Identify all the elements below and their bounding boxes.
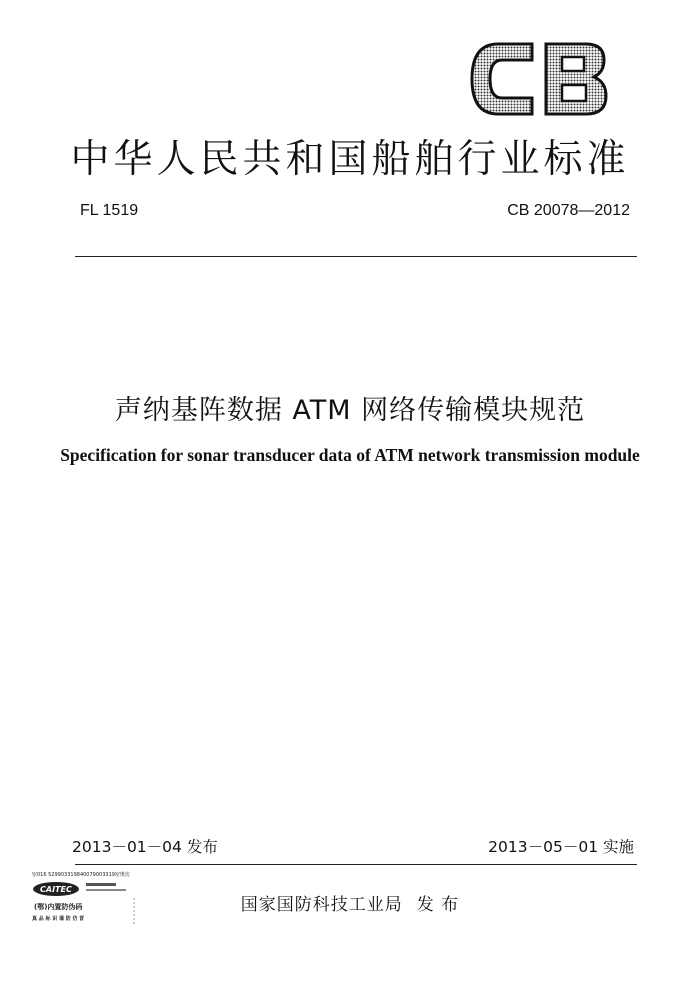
publisher-name: 国家国防科技工业局 <box>240 895 403 915</box>
stamp-line-1: 密016 529903319840079003319密奥仿 <box>32 872 130 878</box>
stamp-brand: CAITEC <box>40 885 72 894</box>
publisher-verb: 发 布 <box>416 895 460 915</box>
issue-date: 2013－01－04 发布 <box>72 838 218 856</box>
logo-letter-b <box>546 44 606 114</box>
stamp-line-2: (鄂)内置防伪码 <box>34 903 83 911</box>
document-title-en: Specification for sonar transducer data of ATM network transmission module <box>60 445 640 465</box>
footer-divider <box>75 864 637 865</box>
header-divider <box>75 256 637 257</box>
logo-text: CB <box>468 40 470 41</box>
cb-logo <box>468 40 610 118</box>
classification-code: FL 1519 <box>80 202 139 219</box>
standard-title: 中华人民共和国船舶行业标准 <box>70 137 630 182</box>
anti-counterfeit-stamp <box>30 868 142 926</box>
logo-letter-c <box>472 44 532 114</box>
document-title-cn: 声纳基阵数据 ATM 网络传输模块规范 <box>114 395 586 426</box>
implementation-date: 2013－05－01 实施 <box>488 838 634 856</box>
stamp-line-3: 真 品 标 识 谨 防 仿 冒 <box>32 916 85 922</box>
standard-number: CB 20078—2012 <box>507 202 630 219</box>
